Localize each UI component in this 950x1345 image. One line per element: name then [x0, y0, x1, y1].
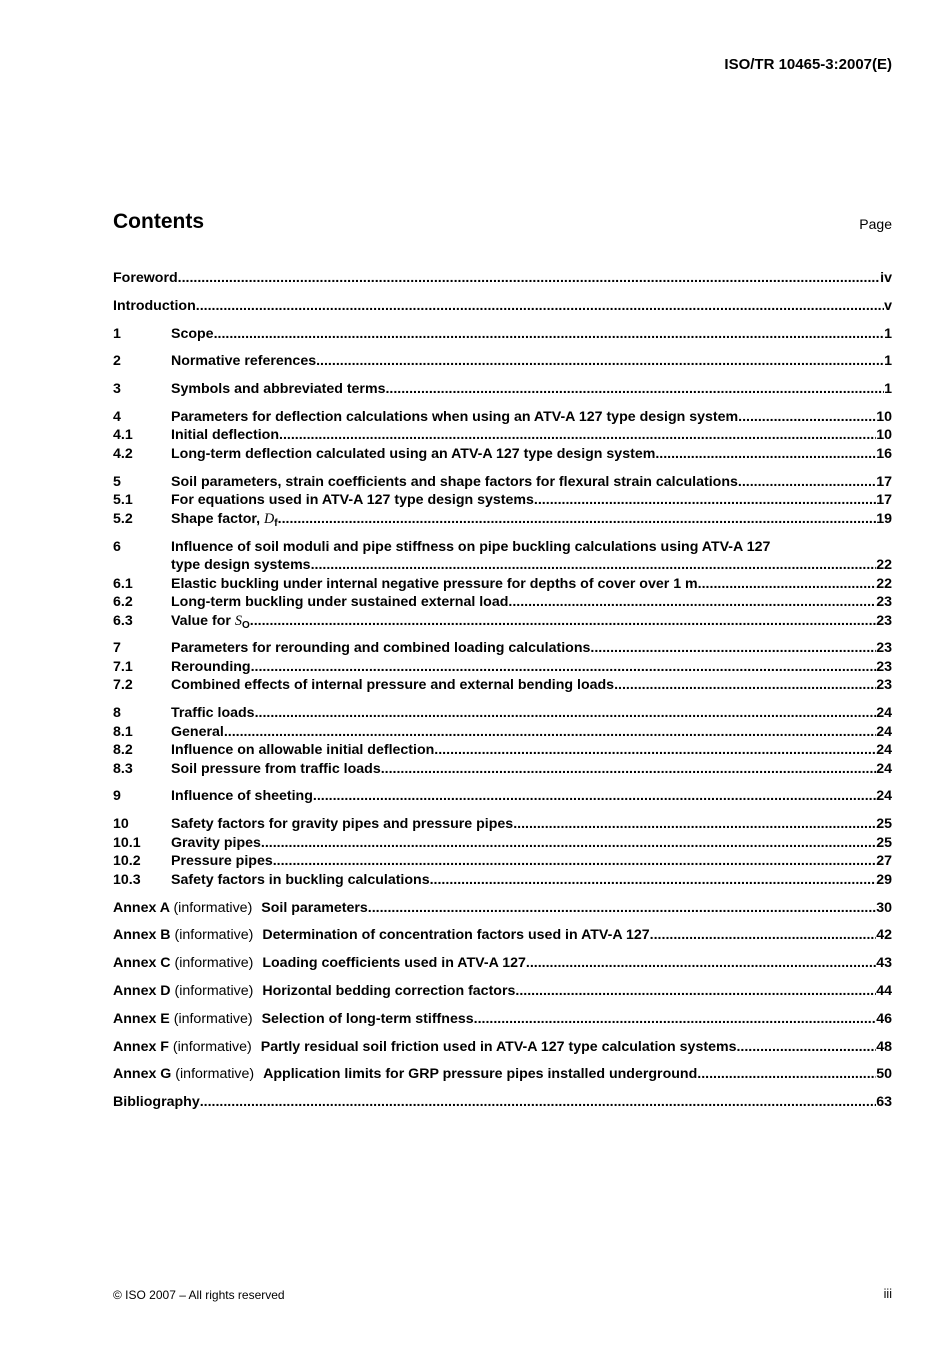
leader-dots — [515, 982, 876, 1001]
page-column-label: Page — [859, 216, 892, 232]
leader-dots — [316, 352, 884, 371]
leader-dots — [313, 787, 876, 806]
toc-page: 48 — [876, 1038, 892, 1055]
toc-title: General — [171, 723, 224, 740]
toc-number: 5.2 — [113, 510, 133, 527]
toc-title: Safety factors for gravity pipes and pressure pipes — [171, 816, 514, 833]
leader-dots — [614, 676, 876, 695]
toc-entry-5-1[interactable] — [113, 491, 892, 510]
leader-dots — [526, 954, 876, 973]
toc-title: Influence on allowable initial deflection — [171, 742, 435, 759]
toc-title: For equations used in ATV-A 127 type design systems — [171, 492, 534, 509]
toc-entry-foreword[interactable] — [113, 269, 892, 288]
toc-entry-5[interactable] — [113, 473, 892, 492]
leader-dots — [736, 1038, 876, 1057]
toc-page: 30 — [876, 899, 892, 916]
toc-title: Influence of sheeting — [171, 788, 313, 805]
toc-entry-5-2[interactable] — [113, 510, 892, 529]
toc-page: 24 — [876, 723, 892, 740]
annex-label: Annex A — [113, 899, 170, 916]
toc-entry-8-1[interactable] — [113, 723, 892, 742]
leader-dots — [196, 297, 884, 316]
toc-title: Soil parameters, strain coefficients and shape factors for flexural strain calculations — [171, 473, 738, 490]
toc-number: 7 — [113, 640, 121, 657]
leader-dots — [200, 1093, 877, 1112]
toc-title: Safety factors in buckling calculations — [171, 871, 430, 888]
leader-dots — [697, 1065, 876, 1084]
toc-page: 1 — [884, 353, 892, 370]
toc-number: 9 — [113, 788, 121, 805]
toc-number: 10 — [113, 816, 129, 833]
toc-title — [113, 1010, 474, 1029]
toc-page: 10 — [876, 427, 892, 444]
annex-title: Soil parameters — [261, 899, 368, 916]
toc-title: Traffic loads — [171, 705, 255, 722]
leader-dots — [698, 575, 877, 594]
toc-entry-6-3[interactable] — [113, 612, 892, 631]
toc-title: Long-term deflection calculated using an ATV-A 127 type design system — [171, 445, 656, 462]
annex-label: Annex E — [113, 1010, 170, 1027]
toc-title: Soil pressure from traffic loads — [171, 760, 381, 777]
toc-page: 17 — [876, 492, 892, 509]
table-of-contents — [113, 269, 892, 1112]
toc-entry-8[interactable] — [113, 704, 892, 723]
toc-entry-8-2[interactable] — [113, 741, 892, 760]
toc-number: 4 — [113, 408, 121, 425]
toc-page: 23 — [876, 640, 892, 657]
toc-page: 24 — [876, 705, 892, 722]
annex-title: Partly residual soil friction used in ATV-A 127 type calculation systems — [260, 1038, 737, 1055]
toc-entry-10[interactable] — [113, 815, 892, 834]
toc-page: 10 — [876, 408, 892, 425]
toc-number: 1 — [113, 325, 121, 342]
toc-title: Parameters for rerounding and combined loading calculations — [171, 640, 591, 657]
toc-number: 10.1 — [113, 834, 141, 851]
toc-page: 44 — [876, 982, 892, 999]
leader-dots — [261, 834, 876, 853]
toc-entry-annex-e[interactable] — [113, 1010, 892, 1029]
leader-dots — [311, 556, 877, 575]
toc-number: 3 — [113, 381, 121, 398]
toc-entry-introduction[interactable] — [113, 297, 892, 316]
annex-title: Loading coefficients used in ATV-A 127 — [262, 955, 526, 972]
toc-number: 6.3 — [113, 612, 133, 629]
toc-page: 24 — [876, 760, 892, 777]
annex-label: Annex B — [113, 927, 171, 944]
contents-heading: Contents — [113, 210, 204, 233]
annex-title: Determination of concentration factors used in ATV-A 127 — [262, 927, 650, 944]
toc-page: 23 — [876, 594, 892, 611]
toc-title: Foreword — [113, 270, 178, 286]
toc-page: 23 — [876, 612, 892, 629]
document-reference: ISO/TR 10465-3:2007(E) — [724, 56, 892, 73]
leader-dots — [278, 510, 877, 529]
leader-dots — [590, 639, 876, 658]
toc-title-text: Value for — [171, 612, 235, 629]
toc-page: 16 — [876, 445, 892, 462]
toc-title — [171, 510, 278, 534]
toc-entry-8-3[interactable] — [113, 760, 892, 779]
toc-entry-10-1[interactable] — [113, 834, 892, 853]
toc-number: 4.2 — [113, 445, 133, 462]
toc-title — [171, 612, 250, 636]
toc-page: 24 — [876, 742, 892, 759]
annex-label: Annex F — [113, 1038, 169, 1055]
toc-title: Long-term buckling under sustained external load — [171, 594, 509, 611]
toc-entry-7-2[interactable] — [113, 676, 892, 695]
toc-title: Introduction — [113, 297, 196, 314]
toc-entry-2[interactable] — [113, 352, 892, 371]
toc-page: 50 — [876, 1066, 892, 1083]
leader-dots — [368, 899, 876, 918]
toc-number: 6 — [113, 538, 121, 555]
leader-dots — [655, 445, 876, 464]
toc-number: 5 — [113, 473, 121, 490]
toc-title — [113, 1038, 736, 1057]
toc-number: 7.2 — [113, 677, 133, 694]
toc-page: 42 — [876, 927, 892, 944]
annex-kind: (informative) — [173, 899, 253, 916]
toc-number: 8.2 — [113, 742, 133, 759]
annex-title: Application limits for GRP pressure pipes installed underground — [263, 1066, 698, 1083]
toc-number: 4.1 — [113, 427, 133, 444]
leader-dots — [738, 473, 876, 492]
toc-number: 8.1 — [113, 723, 133, 740]
toc-number: 5.1 — [113, 492, 133, 509]
leader-dots — [178, 269, 881, 288]
annex-kind: (informative) — [174, 927, 254, 944]
annex-title: Horizontal bedding correction factors — [262, 982, 516, 999]
leader-dots — [434, 741, 876, 760]
toc-page: 29 — [876, 871, 892, 888]
toc-title — [113, 899, 368, 918]
toc-title: Influence of soil moduli and pipe stiffness on pipe buckling calculations using ATV-A 127 — [171, 538, 771, 555]
toc-title: Initial deflection — [171, 427, 279, 444]
symbol-variable: S — [234, 612, 242, 629]
leader-dots — [513, 815, 876, 834]
leader-dots — [214, 325, 885, 344]
leader-dots — [430, 871, 877, 890]
toc-number: 8 — [113, 705, 121, 722]
leader-dots — [279, 426, 876, 445]
annex-label: Annex G — [113, 1066, 172, 1083]
toc-page: 27 — [876, 853, 892, 870]
toc-title — [113, 982, 515, 1001]
toc-title: Combined effects of internal pressure and external bending loads — [171, 677, 615, 694]
toc-entry-1[interactable] — [113, 325, 892, 344]
page-number: iii — [883, 1287, 892, 1301]
toc-number: 6.1 — [113, 575, 133, 592]
leader-dots — [650, 926, 877, 945]
toc-entry-annex-g[interactable] — [113, 1065, 892, 1084]
toc-entry-7-1[interactable] — [113, 658, 892, 677]
toc-number: 6.2 — [113, 594, 133, 611]
annex-label: Annex D — [113, 982, 171, 999]
toc-page: 43 — [876, 955, 892, 972]
toc-title-text: Shape factor, — [171, 510, 265, 527]
toc-title: Gravity pipes — [171, 834, 261, 851]
toc-page: 23 — [876, 658, 892, 675]
toc-entry-4[interactable] — [113, 408, 892, 427]
toc-entry-annex-c[interactable] — [113, 954, 892, 973]
toc-entry-3[interactable] — [113, 380, 892, 399]
toc-title — [113, 926, 650, 945]
toc-page: 25 — [876, 816, 892, 833]
toc-page: 19 — [876, 510, 892, 527]
toc-page: 63 — [876, 1094, 892, 1111]
toc-page: 25 — [876, 834, 892, 851]
toc-number: 8.3 — [113, 760, 133, 777]
toc-entry-7[interactable] — [113, 639, 892, 658]
annex-label: Annex C — [113, 955, 171, 972]
annex-kind: (informative) — [174, 955, 254, 972]
toc-title: Rerounding — [171, 658, 251, 675]
toc-title: type design systems — [171, 557, 311, 574]
toc-entry-6-line2[interactable] — [113, 556, 892, 575]
leader-dots — [738, 408, 876, 427]
toc-page: 46 — [876, 1010, 892, 1027]
toc-title: Symbols and abbreviated terms — [171, 381, 386, 398]
toc-title: Bibliography — [113, 1094, 200, 1111]
toc-entry-6-2[interactable] — [113, 593, 892, 612]
toc-page: 1 — [884, 325, 892, 342]
leader-dots — [251, 658, 877, 677]
toc-page: 23 — [876, 677, 892, 694]
leader-dots — [273, 852, 876, 871]
toc-entry-10-2[interactable] — [113, 852, 892, 871]
annex-kind: (informative) — [173, 1010, 253, 1027]
toc-entry-6-1[interactable] — [113, 575, 892, 594]
annex-kind: (informative) — [175, 1066, 255, 1083]
leader-dots — [224, 723, 876, 742]
copyright-notice: © ISO 2007 – All rights reserved — [113, 1288, 285, 1302]
toc-entry-4-1[interactable] — [113, 426, 892, 445]
toc-page: 24 — [876, 788, 892, 805]
symbol-subscript: f — [274, 517, 278, 529]
toc-title — [113, 1065, 697, 1084]
toc-number: 10.3 — [113, 871, 141, 888]
toc-number: 2 — [113, 353, 121, 370]
toc-entry-annex-d[interactable] — [113, 982, 892, 1001]
leader-dots — [255, 704, 877, 723]
symbol-variable: D — [264, 510, 275, 527]
toc-page: 17 — [876, 473, 892, 490]
toc-entry-9[interactable] — [113, 787, 892, 806]
toc-title: Elastic buckling under internal negative pressure for depths of cover over 1 m — [171, 575, 698, 592]
toc-entry-6-line1[interactable] — [113, 538, 892, 557]
toc-number: 10.2 — [113, 853, 141, 870]
toc-page: iv — [880, 270, 892, 286]
toc-page: v — [884, 297, 892, 314]
leader-dots — [381, 760, 877, 779]
toc-title — [113, 954, 526, 973]
leader-dots — [474, 1010, 877, 1029]
annex-kind: (informative) — [172, 1038, 252, 1055]
toc-page: 22 — [876, 575, 892, 592]
toc-page: 22 — [876, 557, 892, 574]
toc-title: Parameters for deflection calculations when using an ATV-A 127 type design system — [171, 408, 739, 425]
toc-number: 7.1 — [113, 658, 133, 675]
leader-dots — [385, 380, 884, 399]
leader-dots — [250, 612, 876, 631]
leader-dots — [534, 491, 876, 510]
symbol-subscript: O — [241, 619, 250, 631]
toc-title: Normative references — [171, 353, 317, 370]
toc-entry-bibliography[interactable] — [113, 1093, 892, 1112]
toc-title: Scope — [171, 325, 214, 342]
annex-title: Selection of long-term stiffness — [261, 1010, 474, 1027]
annex-kind: (informative) — [174, 982, 254, 999]
toc-title: Pressure pipes — [171, 853, 273, 870]
leader-dots — [508, 593, 876, 612]
toc-entry-annex-f[interactable] — [113, 1038, 892, 1057]
toc-entry-4-2[interactable] — [113, 445, 892, 464]
toc-entry-annex-a[interactable] — [113, 899, 892, 918]
toc-page: 1 — [884, 381, 892, 398]
toc-entry-10-3[interactable] — [113, 871, 892, 890]
toc-entry-annex-b[interactable] — [113, 926, 892, 945]
